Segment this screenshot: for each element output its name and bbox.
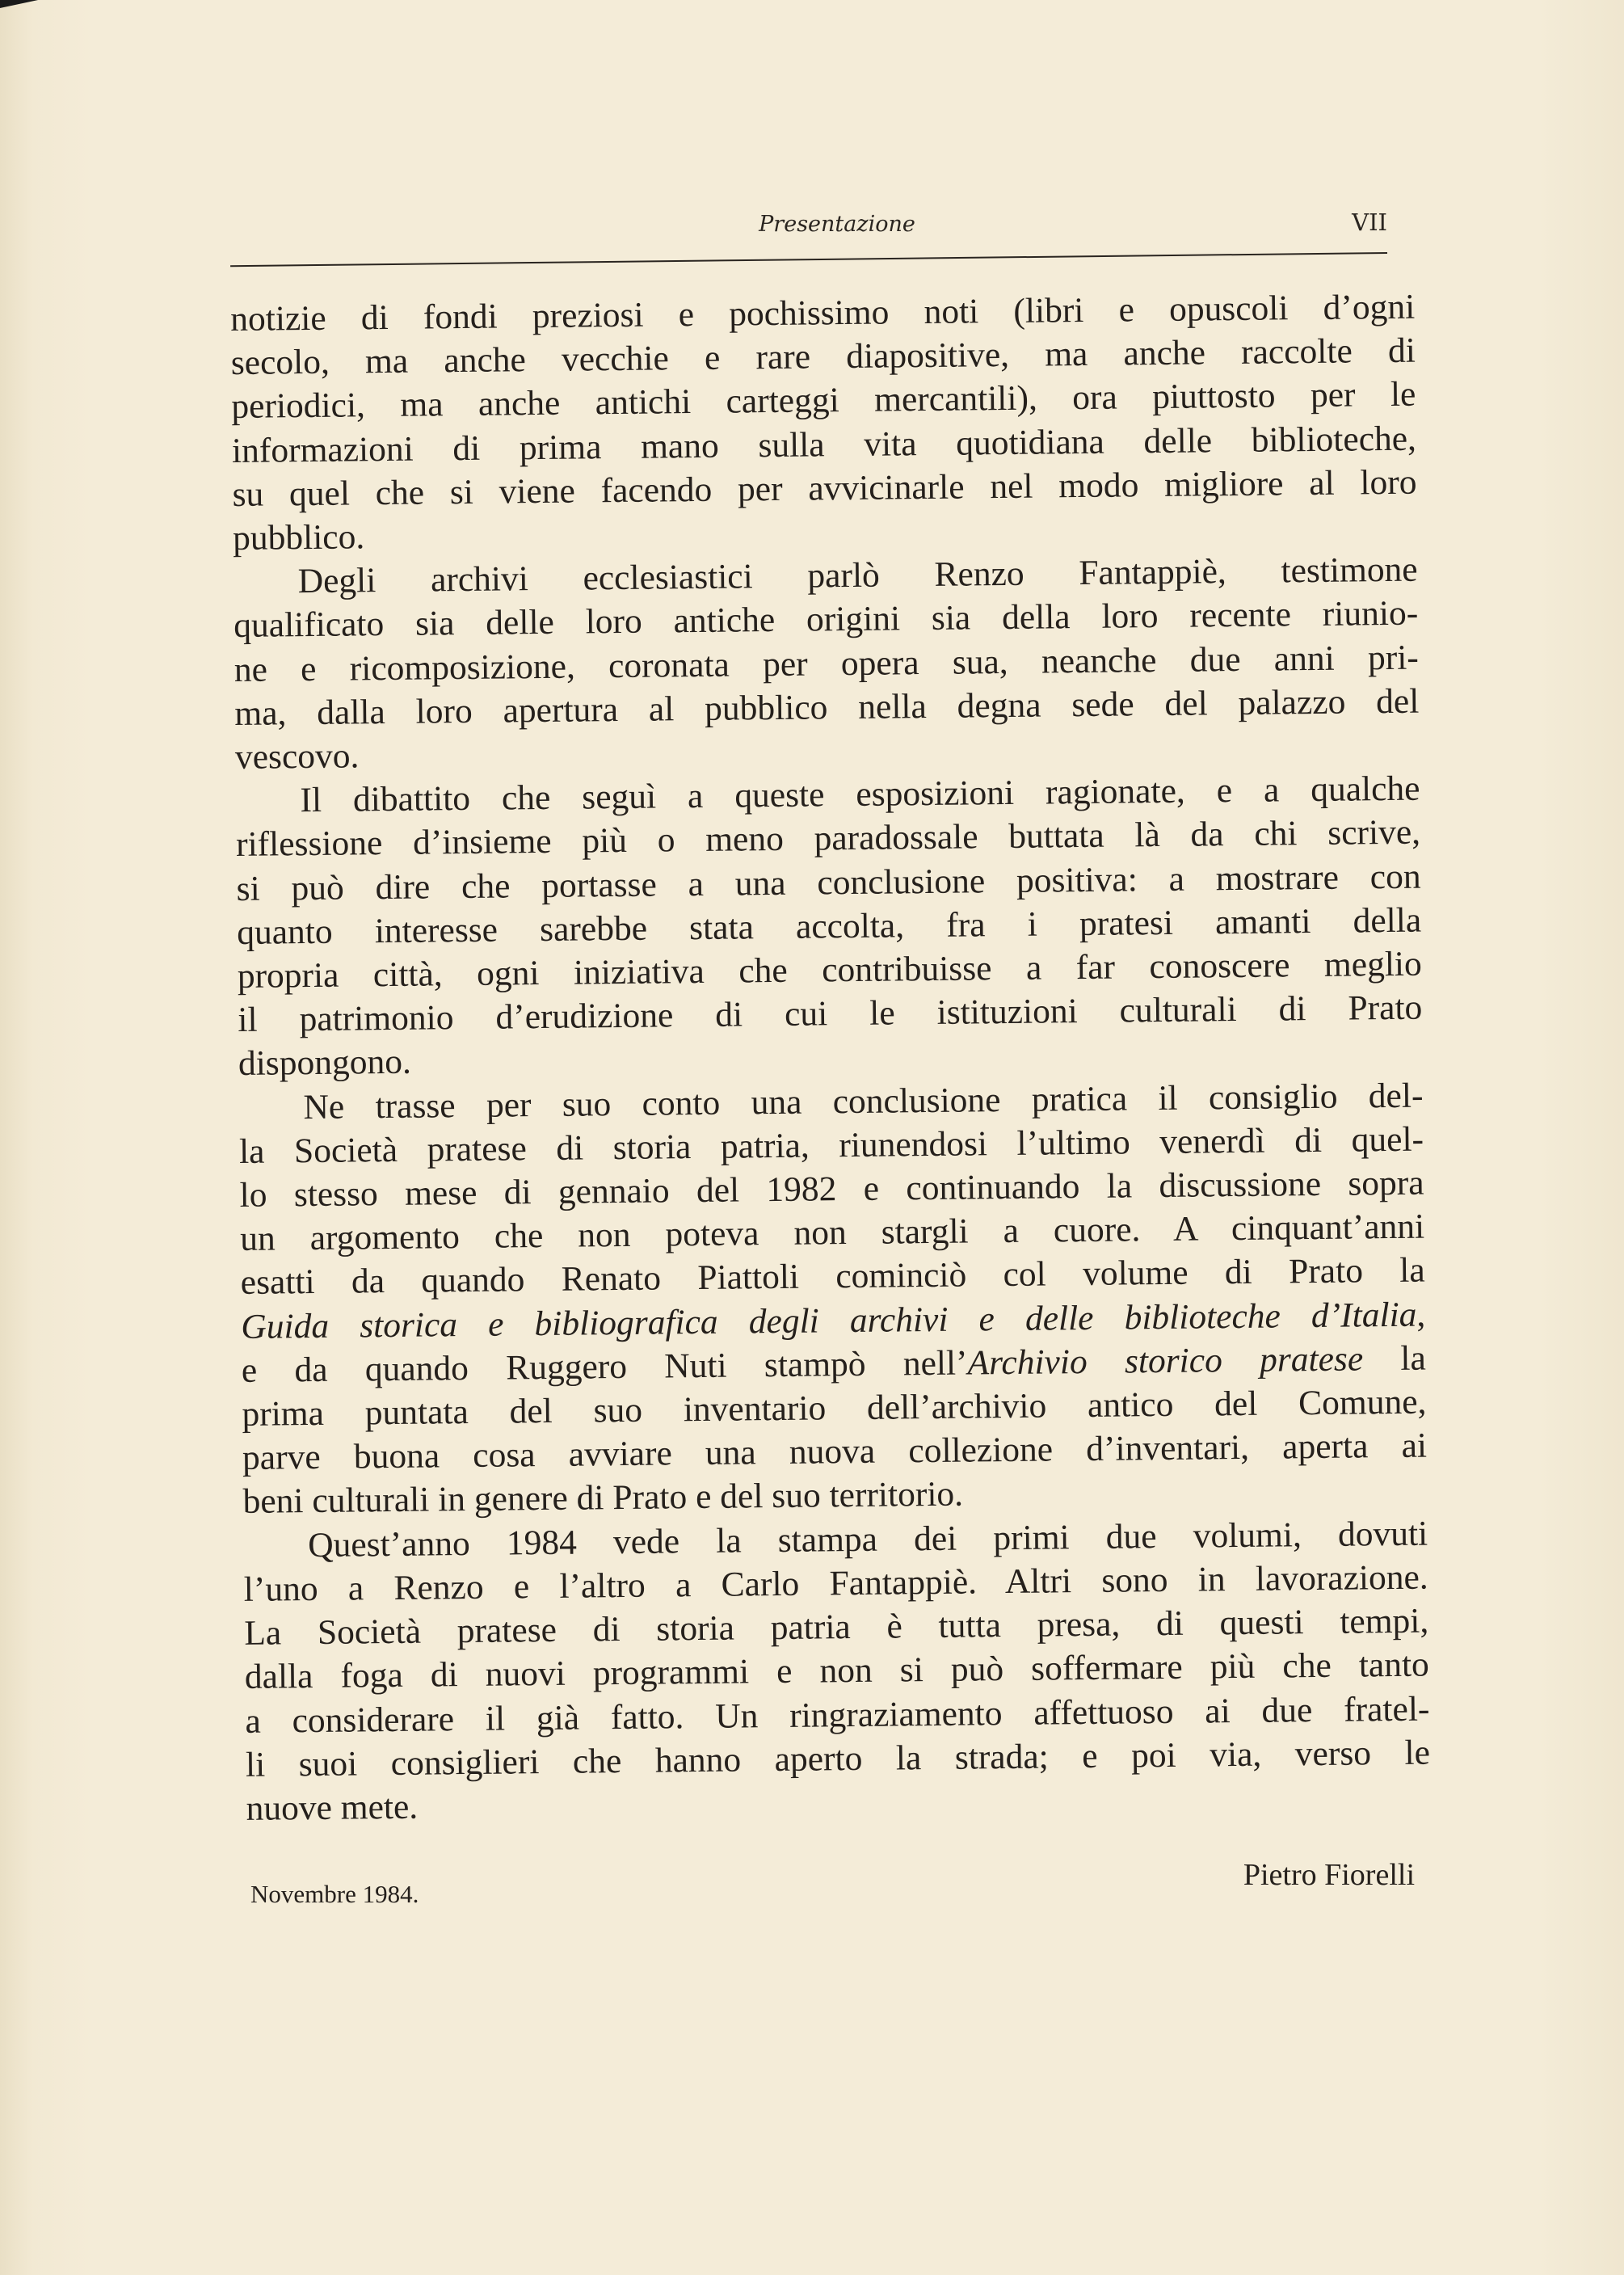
text-line: un argomento che non poteva non stargli a cuore. A cinquant’anni	[239, 1207, 1425, 1259]
text-line: pubblico.	[232, 517, 365, 558]
text-line: notizie di fondi preziosi e pochissimo noti (libri e opuscoli d’ogni	[230, 287, 1416, 339]
text-line: a considerare il già fatto. Un ringraziamento affettuoso ai due fratel-	[245, 1689, 1430, 1741]
paragraph	[243, 1511, 1431, 1831]
text-line: ne e ricomposizione, coronata per opera sua, neanche due anni pri-	[234, 638, 1419, 689]
text-line: quanto interesse sarebbe stata accolta, fra i pratesi amanti della	[236, 900, 1422, 952]
text-line: Guida storica e bibliografica degli archivi e delle biblioteche d’Italia,	[241, 1295, 1426, 1346]
text-line: Degli archivi ecclesiastici parlò Renzo Fantappiè, testimone	[297, 550, 1418, 601]
paragraph	[233, 548, 1420, 779]
text-line: parve buona cosa avviare una nuova collezione d’inventari, aperta ai	[242, 1426, 1428, 1478]
author-signature: Pietro Fiorelli	[1243, 1858, 1415, 1892]
text-line: si può dire che portasse a una conclusione positiva: a mostrare con	[236, 857, 1421, 908]
text-line: dalla foga di nuovi programmi e non si può soffermare più che tanto	[244, 1645, 1430, 1697]
paragraph	[230, 285, 1417, 561]
text-line: Ne trasse per suo conto una conclusione pratica il consiglio del-	[303, 1076, 1424, 1127]
text-line: su quel che si viene facendo per avvicinarle nel modo migliore al loro	[232, 462, 1417, 514]
text-line: La Società pratese di storia patria è tutta presa, di questi tempi,	[244, 1601, 1429, 1654]
closing	[230, 1857, 1415, 1922]
text-line: l’uno a Renzo e l’altro a Carlo Fantappiè. Altri sono in lavorazione.	[243, 1557, 1428, 1609]
page-number: VII	[1352, 209, 1387, 236]
header-rule	[230, 252, 1387, 267]
text-line: prima puntata del suo inventario dell’archivio antico del Comune,	[242, 1382, 1427, 1435]
text-line: propria città, ogni iniziativa che contribuisse a far conoscere meglio	[237, 944, 1422, 996]
italic-title: Guida storica e bibliografica degli archivi e delle biblioteche d’Italia	[241, 1295, 1417, 1346]
text-line: Quest’anno 1984 vede la stampa dei primi due volumi, dovuti	[307, 1514, 1428, 1565]
text-line: esatti da quando Renato Piattoli cominciò col volume di Prato la	[240, 1251, 1425, 1303]
running-title: Presentazione	[759, 212, 915, 237]
text-line: riflessione d’insieme più o meno paradossale buttata là da chi scrive,	[235, 813, 1421, 865]
text-line: li suoi consiglieri che hanno aperto la strada; e poi via, verso le	[245, 1733, 1431, 1784]
page-corner-shadow	[0, 0, 40, 8]
body-text	[230, 285, 1431, 1831]
text-line: periodici, ma anche antichi carteggi mercantili), ora piuttosto per le	[231, 375, 1416, 427]
italic-title: Archivio storico pratese	[967, 1339, 1364, 1383]
text-line: lo stesso mese di gennaio del 1982 e continuando la discussione sopra	[239, 1163, 1424, 1215]
text-line: vescovo.	[234, 736, 360, 777]
text-line: beni culturali in genere di Prato e del suo territorio.	[242, 1475, 964, 1522]
text-line: nuove mete.	[246, 1787, 419, 1828]
paragraph	[238, 1073, 1428, 1523]
date-line: Novembre 1984.	[250, 1880, 419, 1908]
text-line: qualificato sia delle loro antiche origini sia della loro recente riunio-	[234, 594, 1419, 646]
text-line: secolo, ma anche vecchie e rare diapositive, ma anche raccolte di	[230, 331, 1416, 383]
running-header	[230, 209, 1387, 241]
text-line: ma, dalla loro apertura al pubblico nella degna sede del palazzo del	[234, 681, 1420, 733]
text-line: informazioni di prima mano sulla vita quotidiana delle biblioteche,	[231, 419, 1417, 470]
text-line: e da quando Ruggero Nuti stampò nell’Archivio storico pratese la	[241, 1338, 1427, 1390]
text-line: Il dibattito che seguì a queste esposizioni ragionate, e a qualche	[300, 769, 1420, 820]
paragraph	[235, 767, 1423, 1086]
text-line: il patrimonio d’erudizione di cui le istituzioni culturali di Prato	[238, 988, 1423, 1040]
text-line: la Società pratese di storia patria, riunendosi l’ultimo venerdì di quel-	[238, 1119, 1424, 1171]
text-line: dispongono.	[238, 1043, 412, 1084]
